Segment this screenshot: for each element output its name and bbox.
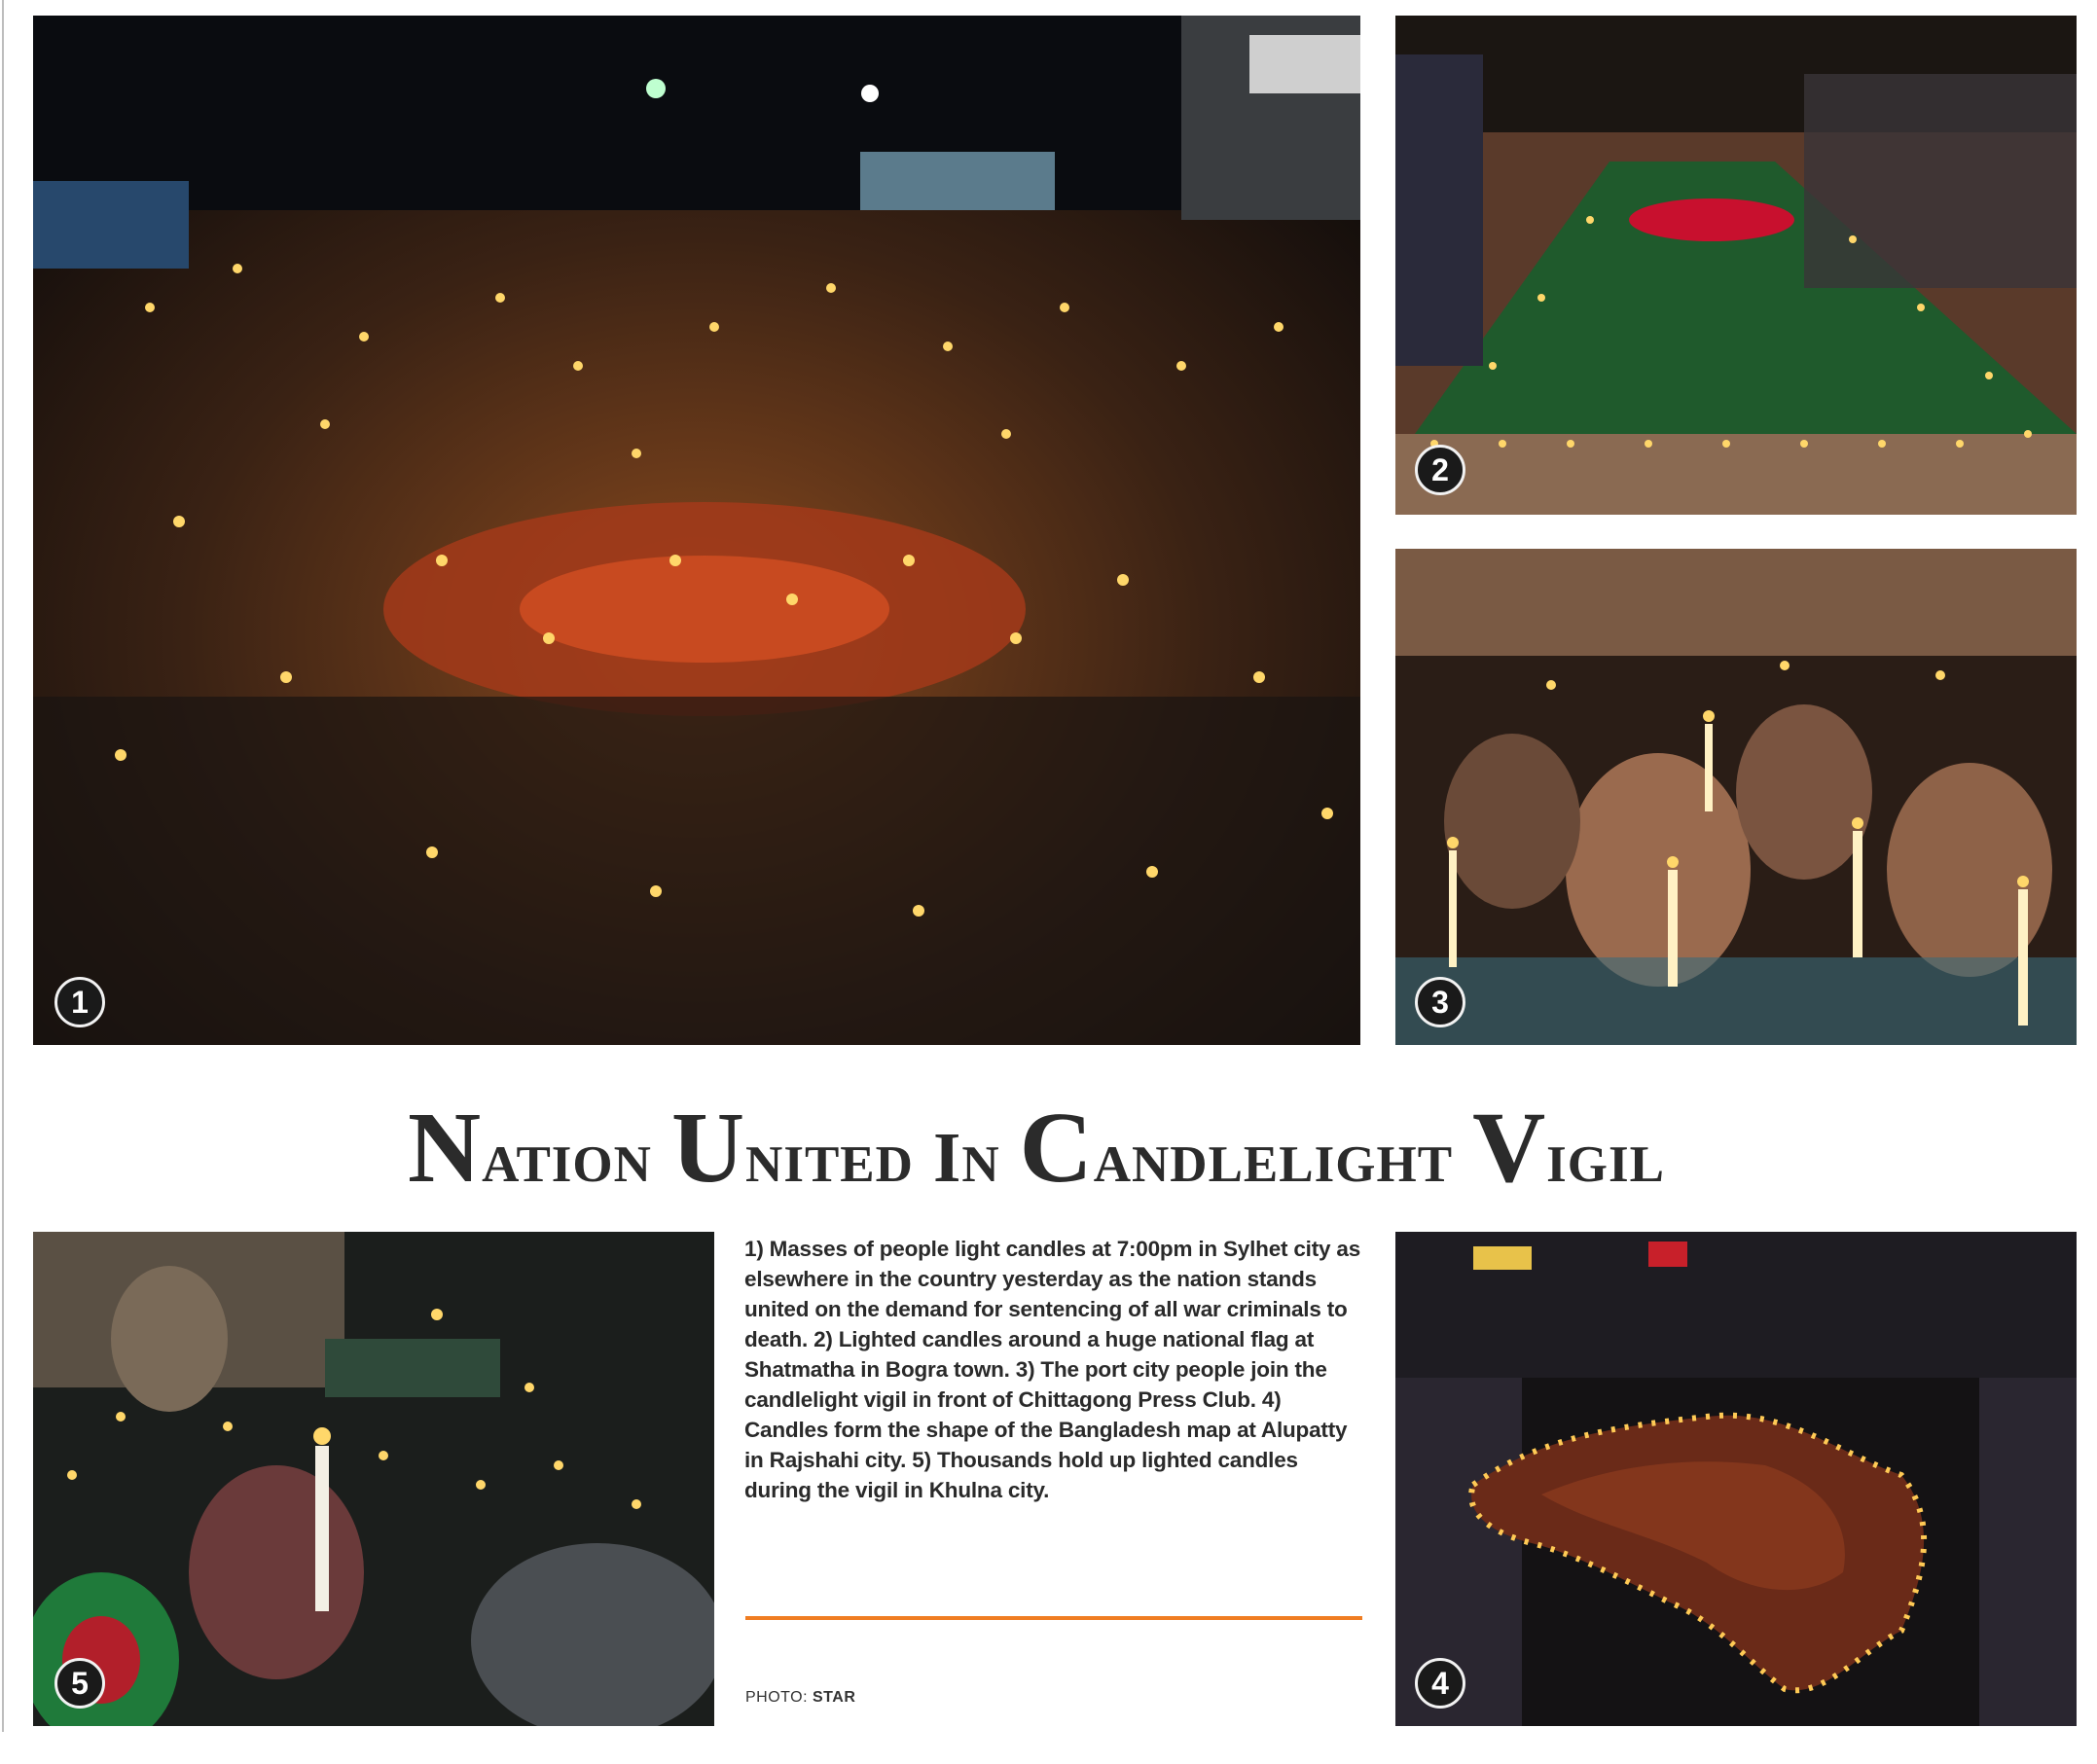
page-headline: Nation United in Candlelight Vigil [408, 1092, 1665, 1204]
photo-5-number-badge: 5 [54, 1658, 105, 1709]
photo-credit-label: PHOTO: [745, 1689, 809, 1706]
photo-3-chittagong-vigil [1395, 549, 2077, 1045]
photo-4-number-badge: 4 [1415, 1658, 1465, 1709]
photo-credit [745, 1689, 855, 1707]
caption-divider [745, 1616, 1362, 1620]
photo-1-number-badge: 1 [54, 977, 105, 1027]
photo-credit-source: STAR [813, 1689, 856, 1706]
photo-2-number-badge: 2 [1415, 445, 1465, 495]
photo-3-number-badge: 3 [1415, 977, 1465, 1027]
photo-5-khulna-vigil [33, 1232, 714, 1726]
photo-1-sylhet-vigil [33, 16, 1360, 1045]
photo-4-rajshahi-map [1395, 1232, 2077, 1726]
photo-caption: 1) Masses of people light candles at 7:00pm in Sylhet city as elsewhere in the country yesterday as the nation stands united on the demand for sentencing of all war criminals to death. 2) Lighted candles around a huge national flag at Shatmatha in Bogra town. 3) The port city people join the candlelight vigil in front of Chittagong Press Club. 4) Candles form the shape of the Bangladesh map at Alupatty in Rajshahi city. 5) Thousands hold up lighted candles during the vigil in Khulna city. [744, 1237, 1361, 1502]
photo-2-bogra-flag [1395, 16, 2077, 515]
page-left-rule [2, 0, 4, 1732]
